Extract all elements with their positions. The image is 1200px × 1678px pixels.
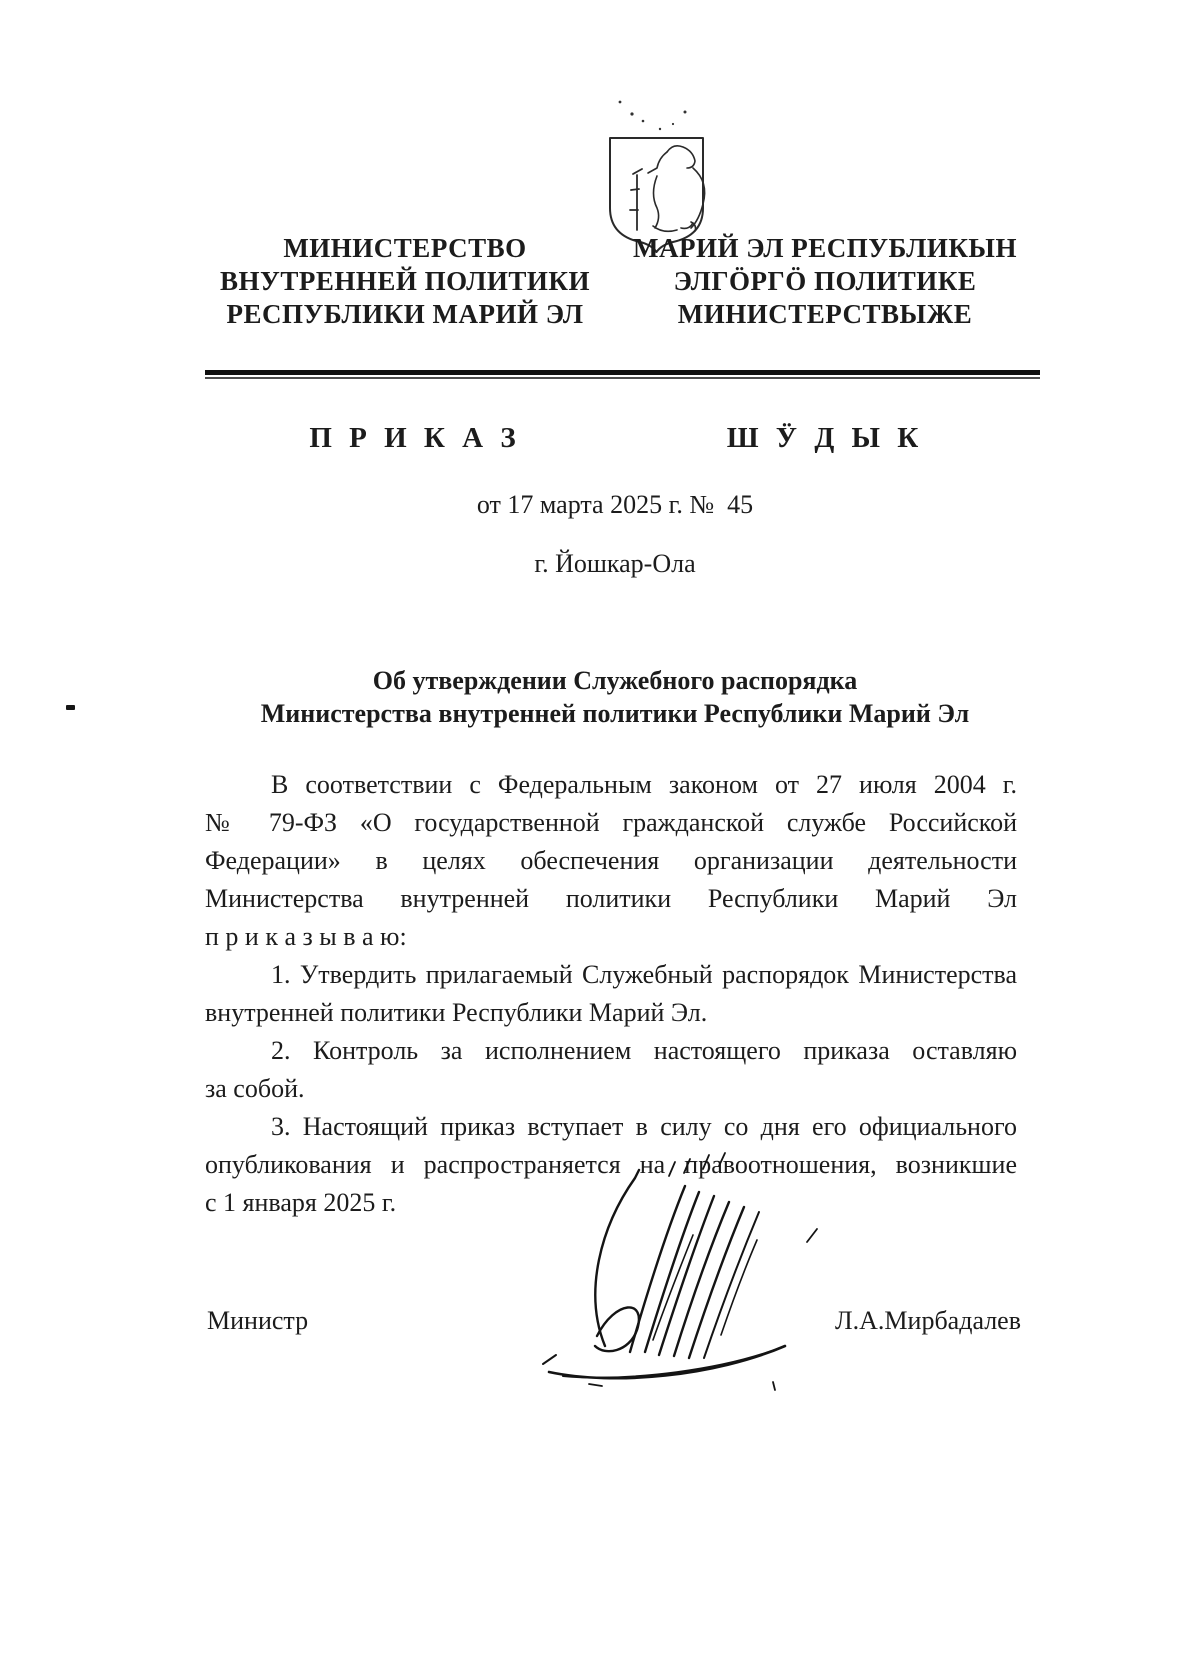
paragraph [205,1032,1017,1108]
body-line: п р и к а з ы в а ю: [205,922,407,951]
order-heading-mari: Ш Ӱ Д Ы К [726,422,924,454]
body-line: Министерства внутренней политики Республики Марий Эл [205,884,1017,913]
body-line: № 79-ФЗ «О государственной гражданской службе Российской [205,808,1017,837]
scan-speck [66,705,75,710]
ministry-name-russian [210,232,600,331]
text-line: ЭЛГӦРГӦ ПОЛИТИКЕ [673,266,977,296]
order-city: г. Йошкар-Ола [534,549,696,578]
body-line: внутренней политики Республики Марий Эл. [205,998,708,1027]
body-line: 2. Контроль за исполнением настоящего приказа оставляю [271,1036,1017,1065]
coat-of-arms-icon [585,90,715,255]
order-date-number: от 17 марта 2025 г. № 45 [476,490,754,519]
body-line: опубликования и распространяется на правоотношения, возникшие [205,1150,1017,1179]
text-line: Об утверждении Служебного распорядка [372,666,858,695]
body-line: с 1 января 2025 г. [205,1188,397,1217]
signer-position-label: Министр [207,1306,309,1335]
text-line: МИНИСТЕРСТВО [283,233,527,263]
signer-name: Л.А.Мирбадалев [835,1306,1021,1335]
order-title [180,664,1050,730]
header-divider [205,370,1040,379]
text-line: ВНУТРЕННЕЙ ПОЛИТИКИ [220,266,590,296]
paragraph [205,766,1017,956]
text-line: МАРИЙ ЭЛ РЕСПУБЛИКЫН [633,233,1017,263]
body-line: Федерации» в целях обеспечения организации деятельности [205,846,1017,875]
text-line: МИНИСТЕРСТВЫЖЕ [677,299,973,329]
text-line: Министерства внутренней политики Республики Марий Эл [260,699,970,728]
ministry-name-mari [625,232,1025,331]
order-heading-russian: П Р И К А З [309,422,521,454]
paragraph [205,956,1017,1032]
body-line: В соответствии с Федеральным законом от 27 июля 2004 г. [271,770,1017,799]
handwritten-signature [535,1150,835,1395]
body-line: 3. Настоящий приказ вступает в силу со дня его официального [271,1112,1017,1141]
body-line: 1. Утвердить прилагаемый Служебный распорядок Министерства [271,960,1017,989]
text-line: РЕСПУБЛИКИ МАРИЙ ЭЛ [226,299,584,329]
body-line: за собой. [205,1074,305,1103]
